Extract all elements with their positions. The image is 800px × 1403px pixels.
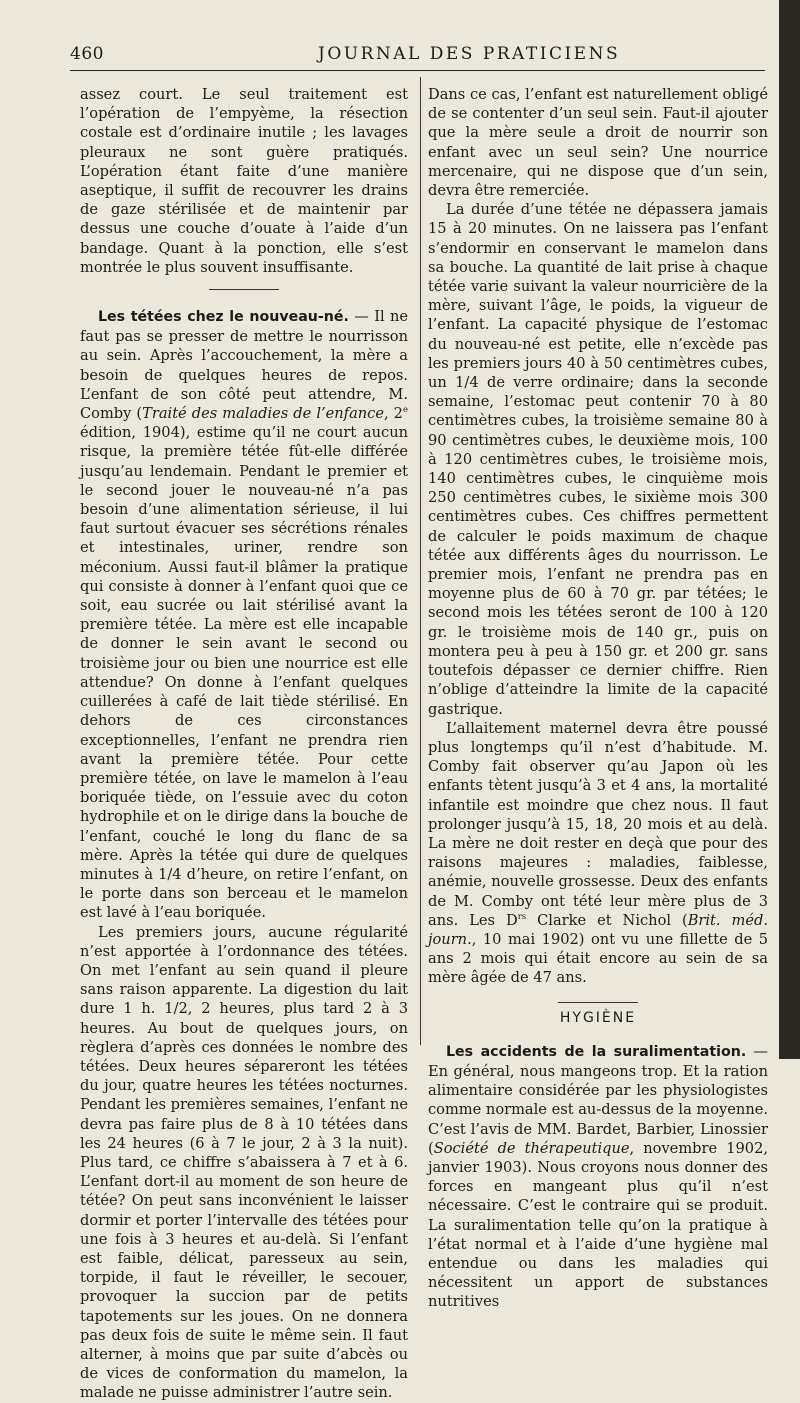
cited-society: Société de thérapeutique xyxy=(433,1139,630,1157)
overfeeding-paragraph: Les accidents de la suralimentation. — En général, nous mangeons trop. Et la ration alimentaire considérée par les physiologistes comme normale est au-dessus de la moyenne. C’est l’avis de MM. Bardet, Barbier, Linossier (Société de thérapeutique, novembre 1902, janvier 1903). Nous croyons nous donner des forces en mangeant plus qu’il n’est nécessaire. C’est le contraire qui se produit. La suralimentation telle qu’on la pratique à l’état normal et à l’aide d’une hygiène mal entendue ou dans les maladies qui nécessitent un apport de substances nutritives xyxy=(428,1042,768,1311)
page-number: 460 xyxy=(70,44,104,64)
header-rule xyxy=(70,70,765,71)
right-column xyxy=(428,85,768,1312)
running-head: JOURNAL DES PRATICIENS xyxy=(318,44,621,64)
column-divider xyxy=(420,77,421,1045)
hygiene-section-title: HYGIÈNE xyxy=(559,1009,637,1026)
page-edge-shadow xyxy=(779,0,800,1059)
empyema-paragraph: assez court. Le seul traitement est l’opération de l’empyème, la résection costale est d’ordinaire inutile ; les lavages pleuraux ne sont guère pratiqués. L’opération étant faite d’une manière aseptique, il suffit de recouvrer les drains de gaze stérilisée et de maintenir par dessus une couche d’ouate à l’aide d’un bandage. Quant à la ponction, elle s’est montrée le plus souvent insuffisante. xyxy=(80,86,408,276)
cited-journal: Brit. méd. journ. xyxy=(428,911,768,948)
cited-book-title: Traité des maladies de l’enfance xyxy=(142,405,384,423)
hygiene-rule xyxy=(558,1002,638,1003)
overfeeding-heading: Les accidents de la suralimentation. xyxy=(446,1043,747,1060)
feeding-intro-paragraph: Les tétées chez le nouveau-né. — Il ne faut pas se presser de mettre le nourrisson au sein. Après l’accouchement, la mère a besoin de quelques heures de repos. L’enfant de son côté peut attendre, M. Comby (Traité des maladies de l’enfance, 2e édition, 1904), estime qu’il ne court aucun risque, la première tétée fût-elle différée jusqu’au lendemain. Pendant le premier et le second jouer le nouveau-né n’a pas besoin d’une alimentation sérieuse, il lui faut surtout évacuer ses sécrétions rénales et intestinales, uriner, rendre son méconium. Aussi faut-il blâmer la pratique qui consiste à donner à l’enfant quoi que ce soit, eau sucrée ou lait stérilisé avant la première tétée. La mère est elle incapable de donner le sein avant le second ou troisième jour ou bien une nourrice est elle attendue? On donne à l’enfant quelques cuillerées à café de lait tiède stérilisé. En dehors de ces circonstances exceptionnelles, l’enfant ne prendra rien avant la première tétée. Pour cette première tétée, on lave le mamelon à l’eau boriquée tiède, on l’essuie avec du coton hydrophile et on le dirige dans la bouche de l’enfant, couché le long du flanc de sa mère. Après la tétée qui dure de quelques minutes à 1/4 d’heure, on retire l’enfant, on le porte dans son berceau et le mamelon est lavé à l’eau boriquée. xyxy=(80,308,409,922)
maternal-nursing-paragraph: L’allaitement maternel devra être poussé plus longtemps qu’il n’est d’habitude. M. Comby fait observer qu’au Japon où les enfants tètent jusqu’à 3 et 4 ans, la mortalité infantile est moindre que chez nous. Il faut prolonger jusqu’à 15, 18, 20 mois et au delà. La mère ne doit rester en deçà que pour des raisons majeures : maladies, faiblesse, anémie, nouvelle grossesse. Deux des enfants de M. Comby ont tété leur mère plus de 3 ans. Les $D^{rs}$ Clarke et Nichol (Brit. méd. journ., 10 mai 1902) ont vu une fillette de 5 ans 2 mois qui était encore au sein de sa mère âgée de 47 ans. xyxy=(428,719,768,987)
single-breast-paragraph: Dans ce cas, l’enfant est naturellement obligé de se contenter d’un seul sein. Faut-il ajouter que la mère seule a droit de nourrir son enfant avec un seul sein? Une nourrice mercenaire, qui ne dispose que d’un sein, devra être remerciée. xyxy=(428,86,768,200)
feeding-heading: Les tétées chez le nouveau-né. xyxy=(98,309,349,326)
left-column xyxy=(80,85,408,1403)
feeding-schedule-paragraph: Les premiers jours, aucune régularité n’est apportée à l’ordonnance des tétées. On met l’enfant au sein quand il pleure sans raison apparente. La digestion du lait dure 1 h. 1/2, 2 heures, plus tard 2 à 3 heures. Au bout de quelques jours, on règlera d’après ces données le nombre des tétées. Deux heures sépareront les tétées du jour, quatre heures les tétées nocturnes. Pendant les premières semaines, l’enfant ne devra pas faire plus de 8 à 10 tétées dans les 24 heures (6 à 7 le jour, 2 à 3 la nuit). Plus tard, ce chiffre s’abaissera à 7 et à 6. L’enfant dort-il au moment de son heure de tétée? On peut sans inconvénient le laisser dormir et porter l’intervalle des tétées pour une fois à 3 heures et au-delà. Si l’enfant est faible, délicat, paresseux au sein, torpide, il faut le réveiller, le secouer, provoquer la succion par de petits tapotements sur les joues. On ne donnera pas deux fois de suite le même sein. Il faut alterner, à moins que par suite d’abcès ou de vices de conformation du mamelon, la malade ne puisse administrer l’autre sein. xyxy=(80,923,408,1402)
feeding-duration-paragraph: La durée d’une tétée ne dépassera jamais 15 à 20 minutes. On ne laissera pas l’enfant s’endormir en conservant le mamelon dans sa bouche. La quantité de lait prise à chaque tétée varie suivant la valeur nourricière de la mère, suivant l’âge, le poids, la vigueur de l’enfant. La capacité physique de l’estomac du nouveau-né est petite, elle n’excède pas les premiers jours 40 à 50 centimètres cubes, un 1/4 de verre ordinaire; dans la seconde semaine, l’estomac peut contenir 70 à 80 centimètres cubes, la troisième semaine 80 à 90 centimètres cubes, le deuxième mois, 100 à 120 centimètres cubes, le troisième mois, 140 centimètres cubes, le cinquième mois 250 centimètres cubes, le sixième mois 300 centimètres cubes. Ces chiffres permettent de calculer le poids maximum de chaque tétée aux différents âges du nourrisson. Le premier mois, l’enfant ne prendra pas en moyenne plus de 60 à 70 gr. par tétées; le second mois les tétées seront de 100 à 120 gr. le troisième mois de 140 gr., puis on montera peu à peu à 150 gr. et 200 gr. sans toutefois dépasser ce dernier chiffre. Rien n’oblige d’atteindre la limite de la capacité gastrique. xyxy=(428,201,768,718)
